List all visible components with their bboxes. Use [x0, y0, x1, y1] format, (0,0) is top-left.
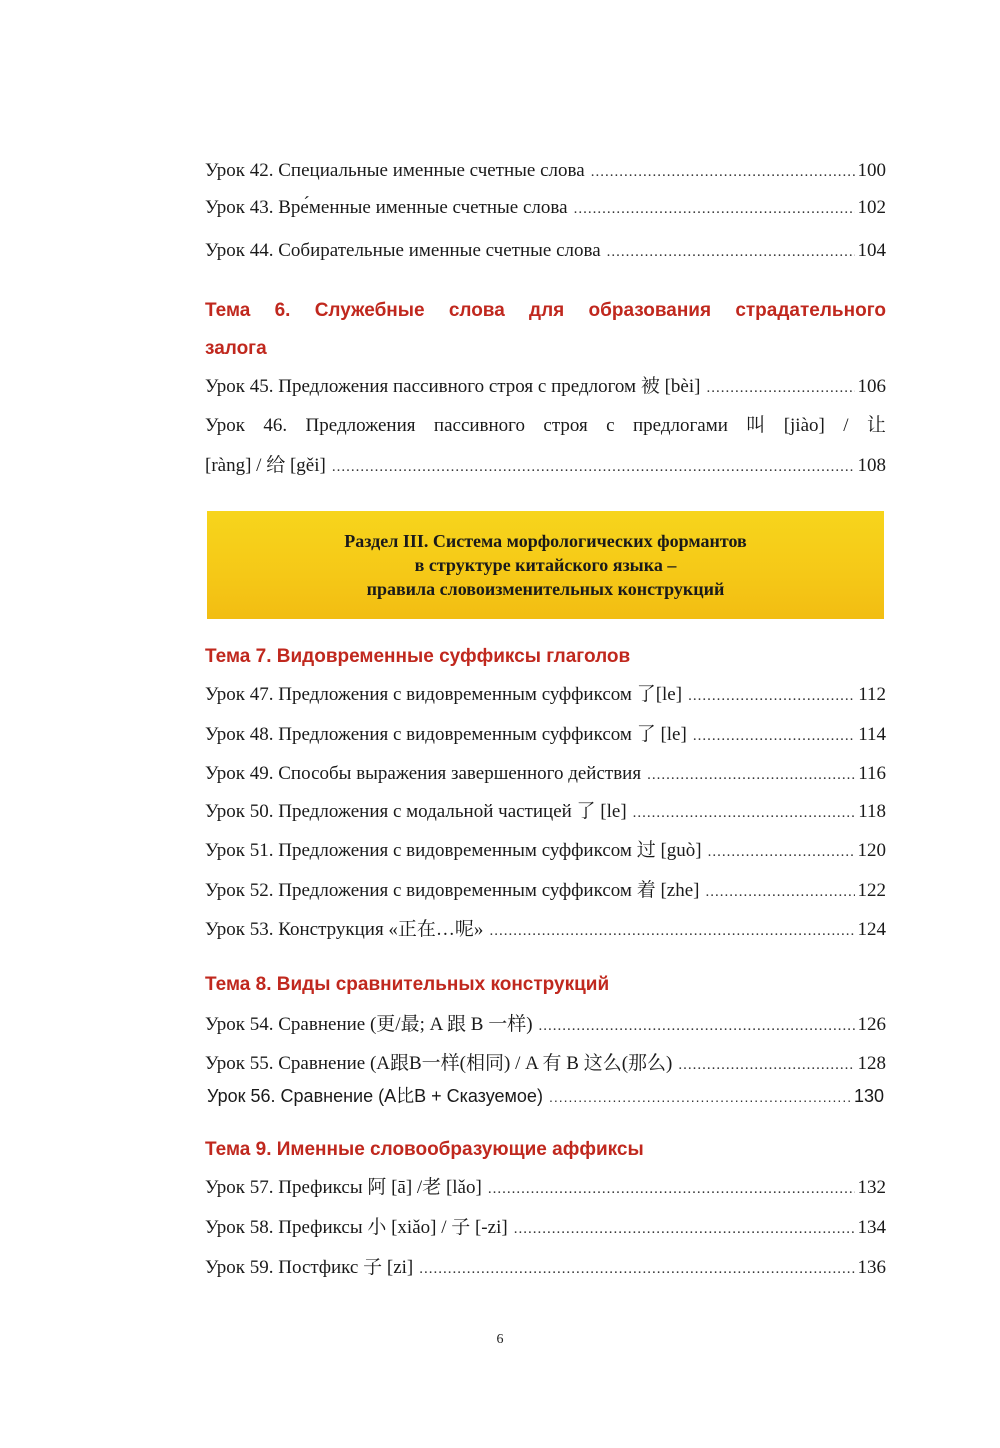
toc-entry-lesson-46-line1[interactable]	[205, 415, 886, 437]
entry-title: Урок 49. Способы выражения завершенного действия	[205, 763, 642, 784]
dot-leader	[549, 1086, 851, 1108]
entry-word: Урок	[205, 415, 246, 436]
dot-leader	[708, 841, 855, 863]
topic-word: 6.	[274, 300, 291, 321]
entry-word: 让	[866, 415, 886, 436]
dot-leader	[591, 161, 855, 183]
toc-entry-lesson-53[interactable]	[205, 919, 886, 942]
dot-leader	[488, 1178, 855, 1200]
toc-entry-lesson-44[interactable]	[205, 240, 886, 263]
entry-title: Урок 57. Префиксы 阿 [ā] /老 [lǎo]	[205, 1177, 482, 1198]
toc-entry-lesson-56[interactable]	[207, 1085, 884, 1108]
topic-word: Служебные	[314, 300, 425, 321]
dot-leader	[574, 198, 855, 220]
entry-page-number: 128	[857, 1053, 886, 1074]
entry-page-number: 118	[858, 801, 886, 822]
entry-title: Урок 43. Вре́менные именные счетные слова	[205, 197, 568, 218]
entry-page-number: 122	[857, 880, 886, 901]
entry-page-number: 100	[857, 160, 886, 181]
entry-title: Урок 42. Специальные именные счетные слова	[205, 160, 585, 181]
topic-word: образования	[588, 300, 712, 321]
entry-title: Урок 48. Предложения с видовременным суффиксом 了 [le]	[205, 724, 687, 745]
entry-page-number: 130	[853, 1086, 884, 1106]
entry-word: предлогами	[632, 415, 728, 436]
toc-entry-lesson-55[interactable]	[205, 1053, 886, 1076]
dot-leader	[693, 725, 855, 747]
toc-entry-lesson-46-line2[interactable]	[205, 455, 886, 478]
entry-page-number: 114	[858, 724, 886, 745]
entry-title: Урок 53. Конструкция «正在…呢»	[205, 919, 484, 940]
banner-line: Раздел III. Система морфологических формантов	[344, 531, 747, 551]
entry-word: с	[606, 415, 615, 436]
entry-title: Урок 54. Сравнение (更/最; A 跟 B 一样)	[205, 1014, 533, 1035]
entry-word: [jiào]	[783, 415, 825, 436]
entry-title: Урок 52. Предложения с видовременным суффиксом 着 [zhe]	[205, 880, 700, 901]
topic-8-heading[interactable]: Тема 8. Виды сравнительных конструкций	[205, 974, 610, 995]
entry-page-number: 112	[858, 684, 886, 705]
toc-entry-lesson-48[interactable]	[205, 724, 886, 747]
dot-leader	[705, 881, 854, 903]
entry-page-number: 116	[858, 763, 886, 784]
toc-entry-lesson-52[interactable]	[205, 880, 886, 903]
dot-leader	[706, 377, 854, 399]
entry-title: Урок 51. Предложения с видовременным суффиксом 过 [guò]	[205, 840, 702, 861]
topic-word: Тема	[205, 300, 251, 321]
entry-title: Урок 56. Сравнение (A比B + Сказуемое)	[207, 1086, 543, 1106]
banner-line: в структуре китайского языка –	[414, 555, 677, 575]
toc-entry-lesson-50[interactable]	[205, 801, 886, 824]
entry-title: Урок 45. Предложения пассивного строя с предлогом 被 [bèi]	[205, 376, 701, 397]
topic-word: слова	[448, 300, 505, 321]
page-number: 6	[496, 1332, 504, 1347]
topic-word: для	[529, 300, 565, 321]
toc-entry-lesson-47[interactable]	[205, 684, 886, 707]
toc-entry-lesson-42[interactable]	[205, 160, 886, 183]
dot-leader	[539, 1015, 855, 1037]
topic-word: страдательного	[735, 300, 886, 321]
entry-word: пассивного	[433, 415, 526, 436]
banner-line: правила словоизменительных конструкций	[366, 579, 725, 599]
entry-title: [ràng] / 给 [gěi]	[205, 455, 326, 476]
entry-title: Урок 59. Постфикс 子 [zi]	[205, 1257, 414, 1278]
entry-word: /	[843, 415, 849, 436]
entry-page-number: 134	[857, 1217, 886, 1238]
toc-entry-lesson-43[interactable]	[205, 197, 886, 220]
entry-title: Урок 58. Префиксы 小 [xiǎo] / 子 [-zi]	[205, 1217, 508, 1238]
dot-leader	[419, 1258, 854, 1280]
entry-page-number: 124	[857, 919, 886, 940]
toc-entry-lesson-54[interactable]	[205, 1014, 886, 1037]
dot-leader	[332, 456, 855, 478]
topic-6-heading-continued[interactable]: залога	[205, 338, 267, 359]
entry-word: строя	[543, 415, 588, 436]
topic-6-heading[interactable]	[205, 300, 886, 322]
entry-word: 46.	[263, 415, 288, 436]
dot-leader	[678, 1054, 854, 1076]
toc-entry-lesson-58[interactable]	[205, 1217, 886, 1240]
entry-word: Предложения	[305, 415, 416, 436]
dot-leader	[489, 920, 854, 942]
entry-page-number: 106	[857, 376, 886, 397]
toc-entry-lesson-59[interactable]	[205, 1257, 886, 1280]
entry-word: 叫	[746, 415, 766, 436]
toc-entry-lesson-45[interactable]	[205, 376, 886, 399]
entry-title: Урок 55. Сравнение (A跟B一样(相同) / A 有 B 这么(那么)	[205, 1053, 673, 1074]
toc-entry-lesson-51[interactable]	[205, 840, 886, 863]
entry-page-number: 126	[857, 1014, 886, 1035]
section-3-banner[interactable]	[207, 511, 884, 619]
dot-leader	[514, 1218, 855, 1240]
entry-page-number: 104	[857, 240, 886, 261]
entry-page-number: 102	[857, 197, 886, 218]
entry-title: Урок 47. Предложения с видовременным суффиксом 了[le]	[205, 684, 683, 705]
entry-page-number: 136	[857, 1257, 886, 1278]
topic-9-heading[interactable]: Тема 9. Именные словообразующие аффиксы	[205, 1139, 644, 1160]
dot-leader	[633, 802, 856, 824]
dot-leader	[647, 764, 855, 786]
topic-7-heading[interactable]: Тема 7. Видовременные суффиксы глаголов	[205, 646, 631, 667]
entry-page-number: 120	[857, 840, 886, 861]
dot-leader	[607, 241, 855, 263]
entry-page-number: 108	[857, 455, 886, 476]
entry-title: Урок 44. Собирательные именные счетные слова	[205, 240, 601, 261]
entry-title: Урок 50. Предложения с модальной частицей 了 [le]	[205, 801, 627, 822]
toc-entry-lesson-57[interactable]	[205, 1177, 886, 1200]
toc-entry-lesson-49[interactable]	[205, 763, 886, 786]
dot-leader	[688, 685, 855, 707]
entry-page-number: 132	[857, 1177, 886, 1198]
